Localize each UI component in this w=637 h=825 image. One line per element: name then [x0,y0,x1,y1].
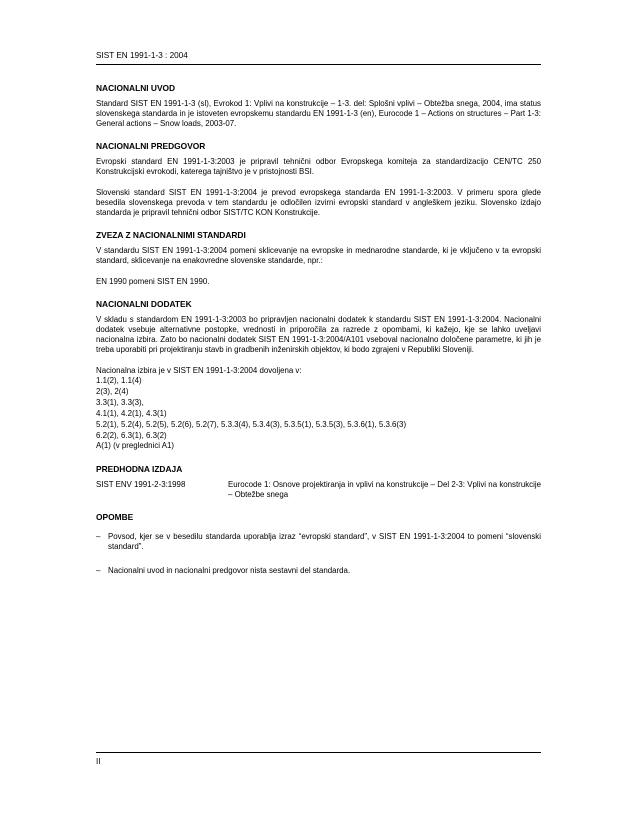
section-title-predhodna: PREDHODNA IZDAJA [96,464,183,475]
footer-rule [96,752,541,753]
header-rule [96,64,541,65]
list-item: 5.2(1), 5.2(4), 5.2(5), 5.2(6), 5.2(7), 5.3.3(4), 5.3.4(3), 5.3.5(1), 5.3.5(3), 5.3.6(1), 5.3.6(3) [96,419,407,429]
predgovor-paragraph-2: Slovenski standard SIST EN 1991-1-3:2004 je prevod evropskega standarda EN 1991-1-3:2003. V primeru spora glede besedila slovenskega prevoda v tem standardu je odločilen izvirni evropski standard v angleškem jeziku. Slovensko izdajo standarda je pripravil tehnični odbor SIST/TC KON Konstrukcije. [96,188,541,217]
page-content [96,51,541,576]
list-item: 2(3), 2(4) [96,386,129,396]
uvod-paragraph: Standard SIST EN 1991-1-3 (sl), Evrokod 1: Vplivi na konstrukcije – 1-3. del: Splošni vplivi – Obtežba snega, 2004, ima status slovenskega standarda in je istoveten evropskemu standardu EN 1991-1-3 (en), Eurocode 1 – Actions on structures – Part 1-3: General actions – Snow loads, 2003-07. [96,99,541,128]
previous-edition-description: Eurocode 1: Osnove projektiranja in vplivi na konstrukcije – Del 2-3: Vplivi na konstrukcije – Obtežbe snega [228,480,541,500]
section-title-uvod: NACIONALNI UVOD [96,83,176,93]
page-footer [96,752,541,766]
dodatek-paragraph-2: Nacionalna izbira je v SIST EN 1991-1-3:2004 dovoljena v: [96,366,302,375]
zveza-paragraph-2: EN 1990 pomeni SIST EN 1990. [96,277,210,286]
dash-bullet: – [96,566,101,576]
list-item: 4.1(1), 4.2(1), 4.3(1) [96,408,167,418]
section-title-predgovor: NACIONALNI PREDGOVOR [96,141,206,151]
zveza-paragraph-1: V standardu SIST EN 1991-1-3:2004 pomeni sklicevanje na evropske in mednarodne standarde, ki je vključeno v ta evropski standard, sklicevanje na enakovredne slovenske standarde, npr.: [96,246,541,265]
section-title-dodatek: NACIONALNI DODATEK [96,299,192,309]
note-item [96,566,541,576]
note-text: Nacionalni uvod in nacionalni predgovor nista sestavni del standarda. [108,566,351,576]
list-item: A(1) (v preglednici A1) [96,441,175,451]
document-id-header: SIST EN 1991-1-3 : 2004 [96,51,188,60]
predgovor-paragraph-1: Evropski standard EN 1991-1-3:2003 je pripravil tehnični odbor Evropskega komiteja za standardizacijo CEN/TC 250 Konstrukcijski evrokodi, katerega tajništvo je v pristojnosti BSI. [96,157,541,176]
page-number: II [96,757,101,766]
dash-bullet: – [96,532,101,542]
national-choice-list [96,376,541,452]
dodatek-paragraph-1: V skladu s standardom EN 1991-1-3:2003 bo pripravljen nacionalni dodatek k standardu SIST EN 1991-1-3:2004. Nacionalni dodatek vsebuje alternativne postopke, vrednosti in priporočila za razrede z opombami, ki kažejo, kje se lahko uveljavi nacionalna izbira. Zato bo nacionalni dodatek SIST EN 1991-1-3:2004/A101 vseboval nacionalno določene parametre, ki jih je treba uporabiti pri projektiranju stavb in gradbenih inženirskih objektov, ki bodo zgrajeni v Republiki Sloveniji. [96,315,541,354]
list-item: 6.2(2), 6.3(1), 6.3(2) [96,430,167,440]
previous-edition-row [96,480,541,500]
section-title-zveza: ZVEZA Z NACIONALNIMI STANDARDI [96,230,246,240]
list-item: 1.1(2), 1.1(4) [96,376,142,385]
note-text: Povsod, kjer se v besedilu standarda uporablja izraz “evropski standard”, v SIST EN 1991-1-3:2004 to pomeni “slovenski standard”. [108,532,541,552]
previous-edition-code: SIST ENV 1991-2-3:1998 [96,480,186,490]
list-item: 3.3(1), 3.3(3), [96,397,144,407]
note-item [96,532,541,552]
section-title-opombe: OPOMBE [96,512,134,523]
